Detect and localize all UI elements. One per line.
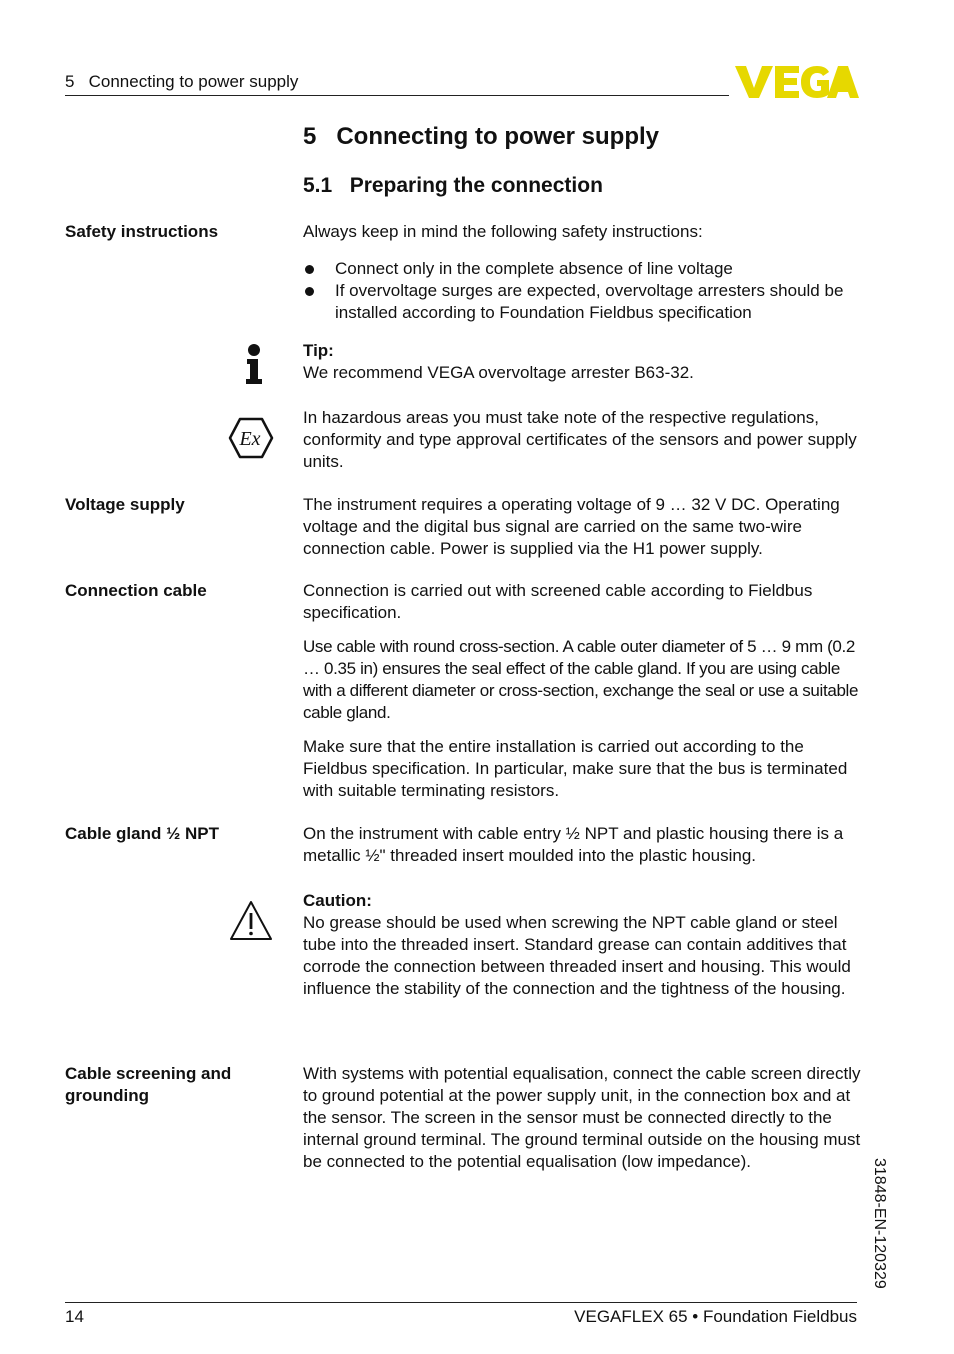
- caution-text: No grease should be used when screwing the NPT cable gland or steel tube into the threaded insert. Standard grease can contain additives that corrode the connection between threaded insert and housing. This would influence the stability of the connection and the tightness of the housing.: [303, 913, 851, 998]
- tip-block: [303, 340, 863, 384]
- cable-paragraph: Use cable with round cross-section. A cable outer diameter of 5 … 9 mm (0.2 … 0.35 in) ensures the seal effect of the cable gland. If you are using cable with a different diameter or cross-section, exchange the seal or use a suitable cable gland.: [303, 637, 859, 722]
- tip-title: Tip:: [303, 341, 334, 360]
- document-number: 31848-EN-120329: [871, 1158, 888, 1289]
- caution-block: [303, 890, 863, 1000]
- screening-text: With systems with potential equalisation, connect the cable screen directly to ground potential at the power supply unit, in the connection box and at the sensor. The screen in the sensor must be connected directly to the internal ground terminal. The ground terminal outside on the housing must be connected to the potential equalisation (low impedance).: [303, 1064, 861, 1171]
- safety-list: [303, 258, 863, 324]
- cable-block: [303, 580, 863, 814]
- safety-block: [303, 221, 863, 324]
- safety-label: Safety instructions: [65, 222, 219, 241]
- section-title: 5.1 Preparing the connection: [303, 174, 603, 197]
- header-rule: [65, 95, 729, 96]
- list-item: If overvoltage surges are expected, overvoltage arresters should be installed according to Foundation Fieldbus specification: [303, 280, 863, 324]
- voltage-label: Voltage supply: [65, 495, 185, 514]
- gland-text: On the instrument with cable entry ½ NPT and plastic housing there is a metallic ½" threaded insert moulded into the plastic housing.: [303, 824, 844, 865]
- gland-label: Cable gland ½ NPT: [65, 824, 219, 843]
- chapter-title: 5 Connecting to power supply: [303, 123, 660, 150]
- list-item: Connect only in the complete absence of line voltage: [303, 258, 863, 280]
- safety-intro: Always keep in mind the following safety instructions:: [303, 222, 703, 241]
- voltage-text: The instrument requires a operating voltage of 9 … 32 V DC. Operating voltage and the digital bus signal are carried on the same two-wire connection cable. Power is supplied via the H1 power supply.: [303, 495, 840, 558]
- info-icon: [243, 343, 265, 385]
- warning-icon: [229, 900, 273, 941]
- vega-logo: [735, 62, 859, 100]
- page-number: 14: [65, 1307, 84, 1326]
- cable-paragraph: Make sure that the entire installation is carried out according to the Fieldbus specification. In particular, make sure that the bus is terminated with suitable terminating resistors.: [303, 737, 848, 800]
- running-header: 5 Connecting to power supply: [65, 72, 299, 91]
- ex-icon: [228, 417, 274, 459]
- hazard-text: In hazardous areas you must take note of the respective regulations, conformity and type approval certificates of the sensors and power supply units.: [303, 408, 857, 471]
- caution-title: Caution:: [303, 891, 372, 910]
- cable-paragraph: Connection is carried out with screened cable according to Fieldbus specification.: [303, 581, 813, 622]
- footer-product: VEGAFLEX 65 • Foundation Fieldbus: [574, 1307, 857, 1326]
- cable-label: Connection cable: [65, 581, 207, 600]
- footer-rule: [65, 1302, 857, 1303]
- tip-text: We recommend VEGA overvoltage arrester B63-32.: [303, 363, 694, 382]
- screening-label: Cable screening and grounding: [65, 1064, 232, 1105]
- svg-text:Ex: Ex: [239, 428, 261, 450]
